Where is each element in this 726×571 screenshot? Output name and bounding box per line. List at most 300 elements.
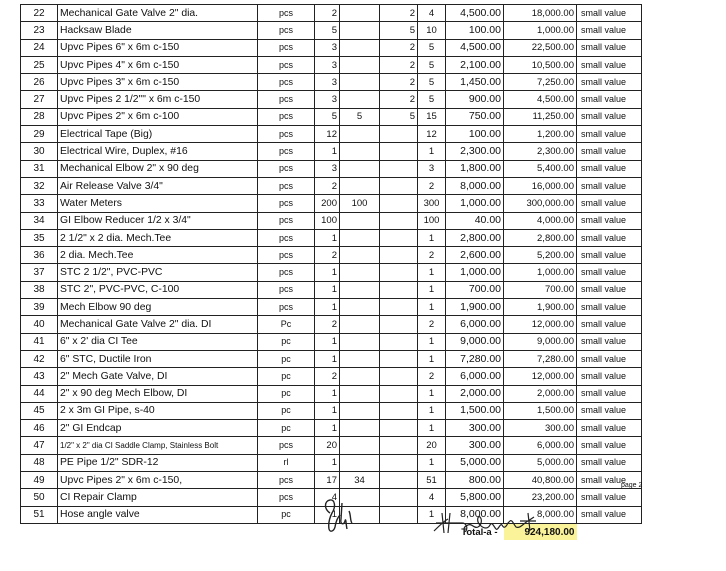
item-total: 12,000.00	[504, 316, 577, 333]
item-qty-b: 5	[340, 108, 380, 125]
item-total: 1,900.00	[504, 299, 577, 316]
item-unit-price: 800.00	[446, 472, 504, 489]
item-unit: pcs	[258, 39, 315, 56]
item-qty-a: 1	[315, 350, 340, 367]
item-unit-price: 8,000.00	[446, 506, 504, 523]
item-remark: small value	[577, 316, 642, 333]
item-qty-c	[380, 506, 418, 523]
item-remark: small value	[577, 454, 642, 471]
item-unit-price: 2,600.00	[446, 247, 504, 264]
item-unit-price: 6,000.00	[446, 316, 504, 333]
item-number: 41	[21, 333, 58, 350]
total-value: 924,180.00	[504, 523, 577, 540]
item-total: 7,280.00	[504, 350, 577, 367]
item-total: 5,200.00	[504, 247, 577, 264]
item-qty-b: 34	[340, 472, 380, 489]
item-number: 25	[21, 56, 58, 73]
item-qty-b	[340, 74, 380, 91]
item-qty-b	[340, 437, 380, 454]
item-qty-b	[340, 454, 380, 471]
item-qty-total: 1	[418, 333, 446, 350]
item-total: 2,300.00	[504, 143, 577, 160]
table-row	[21, 281, 697, 298]
item-unit: pcs	[258, 22, 315, 39]
item-remark: small value	[577, 229, 642, 246]
item-qty-c	[380, 264, 418, 281]
item-unit-price: 1,800.00	[446, 160, 504, 177]
item-remark: small value	[577, 91, 642, 108]
item-total: 5,400.00	[504, 160, 577, 177]
item-qty-total: 5	[418, 74, 446, 91]
table-row	[21, 385, 697, 402]
item-number: 46	[21, 420, 58, 437]
item-qty-c	[380, 368, 418, 385]
item-qty-a: 1	[315, 402, 340, 419]
item-qty-a: 3	[315, 39, 340, 56]
item-qty-b	[340, 91, 380, 108]
item-remark: small value	[577, 74, 642, 91]
item-unit-price: 1,000.00	[446, 264, 504, 281]
item-qty-a: 100	[315, 212, 340, 229]
item-total: 300,000.00	[504, 195, 577, 212]
item-unit: pcs	[258, 281, 315, 298]
item-unit-price: 1,900.00	[446, 299, 504, 316]
item-remark: small value	[577, 177, 642, 194]
item-remark: small value	[577, 281, 642, 298]
table-row	[21, 454, 697, 471]
table-row	[21, 402, 697, 419]
item-unit-price: 9,000.00	[446, 333, 504, 350]
item-qty-a: 2	[315, 5, 340, 22]
item-number: 29	[21, 126, 58, 143]
item-qty-a: 200	[315, 195, 340, 212]
table-row	[21, 177, 697, 194]
item-description: Mechanical Gate Valve 2" dia. DI	[58, 316, 258, 333]
item-qty-a: 1	[315, 281, 340, 298]
item-qty-b	[340, 160, 380, 177]
item-unit: rl	[258, 454, 315, 471]
table-row	[21, 368, 697, 385]
item-qty-a: 3	[315, 56, 340, 73]
table-row	[21, 264, 697, 281]
item-number: 36	[21, 247, 58, 264]
item-qty-a: 20	[315, 437, 340, 454]
item-number: 33	[21, 195, 58, 212]
item-unit-price: 1,500.00	[446, 402, 504, 419]
item-number: 47	[21, 437, 58, 454]
item-total: 7,250.00	[504, 74, 577, 91]
item-number: 45	[21, 402, 58, 419]
item-total: 700.00	[504, 281, 577, 298]
item-remark: small value	[577, 39, 642, 56]
item-description: Upvc Pipes 2" x 6m c-150,	[58, 472, 258, 489]
item-qty-c	[380, 420, 418, 437]
table-row	[21, 212, 697, 229]
item-total: 300.00	[504, 420, 577, 437]
item-qty-total: 2	[418, 247, 446, 264]
item-unit: pcs	[258, 160, 315, 177]
total-blank	[577, 523, 697, 540]
item-total: 4,000.00	[504, 212, 577, 229]
item-total: 40,800.00	[504, 472, 577, 489]
item-description: Water Meters	[58, 195, 258, 212]
item-qty-a: 1	[315, 264, 340, 281]
item-qty-total: 12	[418, 126, 446, 143]
item-description: 2 dia. Mech.Tee	[58, 247, 258, 264]
item-unit-price: 2,800.00	[446, 229, 504, 246]
item-number: 43	[21, 368, 58, 385]
item-description: Electrical Wire, Duplex, #16	[58, 143, 258, 160]
item-remark: small value	[577, 385, 642, 402]
item-qty-total: 1	[418, 281, 446, 298]
item-qty-total: 20	[418, 437, 446, 454]
item-total: 1,200.00	[504, 126, 577, 143]
item-description: GI Elbow Reducer 1/2 x 3/4"	[58, 212, 258, 229]
item-unit-price: 5,800.00	[446, 489, 504, 506]
item-remark: small value	[577, 333, 642, 350]
item-description: Hacksaw Blade	[58, 22, 258, 39]
item-description: 1/2" x 2" dia CI Saddle Clamp, Stainless Bolt	[58, 437, 258, 454]
table-row	[21, 420, 697, 437]
item-qty-b	[340, 299, 380, 316]
item-number: 26	[21, 74, 58, 91]
item-total: 1,000.00	[504, 264, 577, 281]
item-qty-total: 4	[418, 5, 446, 22]
item-qty-a: 1	[315, 299, 340, 316]
item-remark: small value	[577, 22, 642, 39]
item-qty-total: 1	[418, 143, 446, 160]
item-unit: pc	[258, 333, 315, 350]
item-qty-a: 1	[315, 143, 340, 160]
item-unit-price: 5,000.00	[446, 454, 504, 471]
item-qty-b	[340, 420, 380, 437]
item-qty-total: 1	[418, 350, 446, 367]
item-total: 8,000.00	[504, 506, 577, 523]
table-row	[21, 350, 697, 367]
item-description: Upvc Pipes 4" x 6m c-150	[58, 56, 258, 73]
item-qty-c	[380, 472, 418, 489]
item-unit: pc	[258, 385, 315, 402]
item-unit: pcs	[258, 177, 315, 194]
item-qty-total: 1	[418, 264, 446, 281]
table-row	[21, 143, 697, 160]
item-qty-c: 5	[380, 108, 418, 125]
item-unit-price: 8,000.00	[446, 177, 504, 194]
total-label: Total-a -	[461, 526, 498, 538]
item-qty-a: 2	[315, 177, 340, 194]
item-remark: small value	[577, 108, 642, 125]
item-qty-b	[340, 143, 380, 160]
item-qty-b	[340, 56, 380, 73]
item-total: 10,500.00	[504, 56, 577, 73]
item-unit-price: 4,500.00	[446, 5, 504, 22]
item-total: 1,000.00	[504, 22, 577, 39]
item-unit: pcs	[258, 212, 315, 229]
item-unit-price: 700.00	[446, 281, 504, 298]
item-remark: small value	[577, 472, 642, 489]
item-total: 4,500.00	[504, 91, 577, 108]
item-qty-total: 1	[418, 402, 446, 419]
item-description: 2" Mech Gate Valve, DI	[58, 368, 258, 385]
item-qty-b	[340, 39, 380, 56]
item-qty-a: 2	[315, 368, 340, 385]
item-number: 37	[21, 264, 58, 281]
item-remark: small value	[577, 489, 642, 506]
item-qty-total: 1	[418, 420, 446, 437]
item-description: Mechanical Gate Valve 2" dia.	[58, 5, 258, 22]
item-unit: pc	[258, 368, 315, 385]
item-unit: pcs	[258, 489, 315, 506]
item-total: 16,000.00	[504, 177, 577, 194]
item-unit-price: 1,000.00	[446, 195, 504, 212]
item-total: 18,000.00	[504, 5, 577, 22]
item-unit-price: 6,000.00	[446, 368, 504, 385]
item-description: 2 x 3m GI Pipe, s-40	[58, 402, 258, 419]
item-qty-c	[380, 385, 418, 402]
item-number: 24	[21, 39, 58, 56]
item-unit: pcs	[258, 126, 315, 143]
item-qty-total: 5	[418, 56, 446, 73]
item-remark: small value	[577, 160, 642, 177]
item-qty-b	[340, 333, 380, 350]
item-qty-total: 1	[418, 385, 446, 402]
item-qty-a: 2	[315, 247, 340, 264]
item-qty-a: 3	[315, 91, 340, 108]
item-unit-price: 900.00	[446, 91, 504, 108]
table-row	[21, 160, 697, 177]
item-remark: small value	[577, 247, 642, 264]
table-row	[21, 39, 697, 56]
item-remark: small value	[577, 299, 642, 316]
item-qty-a: 5	[315, 22, 340, 39]
item-qty-total: 4	[418, 489, 446, 506]
item-number: 27	[21, 91, 58, 108]
item-number: 39	[21, 299, 58, 316]
item-qty-c: 5	[380, 22, 418, 39]
item-qty-total: 1	[418, 299, 446, 316]
item-remark: small value	[577, 264, 642, 281]
item-qty-c	[380, 126, 418, 143]
item-qty-c: 2	[380, 39, 418, 56]
item-qty-total: 1	[418, 229, 446, 246]
item-remark: small value	[577, 368, 642, 385]
item-qty-b	[340, 126, 380, 143]
item-unit: pcs	[258, 56, 315, 73]
item-qty-a: 3	[315, 74, 340, 91]
item-number: 40	[21, 316, 58, 333]
item-unit: pc	[258, 420, 315, 437]
item-qty-a: 1	[315, 506, 340, 523]
item-qty-b	[340, 281, 380, 298]
item-qty-a: 1	[315, 229, 340, 246]
item-qty-c: 2	[380, 74, 418, 91]
table-row	[21, 91, 697, 108]
item-remark: small value	[577, 437, 642, 454]
item-number: 48	[21, 454, 58, 471]
item-qty-c	[380, 402, 418, 419]
item-number: 32	[21, 177, 58, 194]
table-row	[21, 247, 697, 264]
item-qty-total: 100	[418, 212, 446, 229]
item-unit: pc	[258, 402, 315, 419]
item-number: 22	[21, 5, 58, 22]
item-number: 23	[21, 22, 58, 39]
item-unit: pcs	[258, 74, 315, 91]
item-qty-total: 2	[418, 316, 446, 333]
item-description: Mech Elbow 90 deg	[58, 299, 258, 316]
item-total: 12,000.00	[504, 368, 577, 385]
item-description: 6" x 2' dia CI Tee	[58, 333, 258, 350]
item-unit: pcs	[258, 91, 315, 108]
item-qty-c	[380, 350, 418, 367]
item-unit: pcs	[258, 5, 315, 22]
item-qty-total: 51	[418, 472, 446, 489]
item-remark: small value	[577, 212, 642, 229]
item-unit: pc	[258, 350, 315, 367]
item-qty-c	[380, 281, 418, 298]
item-qty-c	[380, 160, 418, 177]
items-sheet	[20, 4, 696, 540]
item-qty-total: 15	[418, 108, 446, 125]
item-qty-b	[340, 316, 380, 333]
item-total: 6,000.00	[504, 437, 577, 454]
item-unit: pcs	[258, 143, 315, 160]
item-qty-a: 3	[315, 160, 340, 177]
item-unit-price: 1,450.00	[446, 74, 504, 91]
item-qty-b	[340, 22, 380, 39]
item-qty-a: 1	[315, 333, 340, 350]
item-qty-total: 2	[418, 368, 446, 385]
item-description: Electrical Tape (Big)	[58, 126, 258, 143]
item-unit-price: 100.00	[446, 126, 504, 143]
table-row	[21, 195, 697, 212]
item-unit-price: 2,100.00	[446, 56, 504, 73]
item-total: 9,000.00	[504, 333, 577, 350]
item-remark: small value	[577, 420, 642, 437]
item-unit: pcs	[258, 299, 315, 316]
item-unit-price: 40.00	[446, 212, 504, 229]
item-description: Air Release Valve 3/4"	[58, 177, 258, 194]
item-qty-total: 300	[418, 195, 446, 212]
table-row	[21, 74, 697, 91]
item-qty-c	[380, 143, 418, 160]
item-qty-b	[340, 177, 380, 194]
item-unit-price: 2,000.00	[446, 385, 504, 402]
item-qty-c	[380, 229, 418, 246]
item-qty-c	[380, 195, 418, 212]
item-remark: small value	[577, 143, 642, 160]
item-total: 1,500.00	[504, 402, 577, 419]
item-qty-b	[340, 229, 380, 246]
item-qty-a: 1	[315, 454, 340, 471]
table-row	[21, 5, 697, 22]
item-description: 2 1/2" x 2 dia. Mech.Tee	[58, 229, 258, 246]
item-qty-total: 2	[418, 177, 446, 194]
item-description: 2" x 90 deg Mech Elbow, DI	[58, 385, 258, 402]
item-description: Upvc Pipes 2" x 6m c-100	[58, 108, 258, 125]
right-signature	[432, 507, 542, 537]
item-qty-c	[380, 333, 418, 350]
item-qty-c	[380, 454, 418, 471]
item-number: 35	[21, 229, 58, 246]
item-unit-price: 7,280.00	[446, 350, 504, 367]
item-number: 42	[21, 350, 58, 367]
item-qty-c: 2	[380, 56, 418, 73]
item-description: PE Pipe 1/2" SDR-12	[58, 454, 258, 471]
item-qty-total: 3	[418, 160, 446, 177]
item-qty-a: 1	[315, 420, 340, 437]
item-unit-price: 300.00	[446, 420, 504, 437]
item-qty-b	[340, 385, 380, 402]
item-description: 6" STC, Ductile Iron	[58, 350, 258, 367]
item-unit: pcs	[258, 229, 315, 246]
item-qty-b	[340, 212, 380, 229]
table-row	[21, 316, 697, 333]
item-total: 22,500.00	[504, 39, 577, 56]
item-unit: pc	[258, 506, 315, 523]
item-qty-a: 1	[315, 385, 340, 402]
item-description: STC 2", PVC-PVC, C-100	[58, 281, 258, 298]
item-qty-a: 2	[315, 316, 340, 333]
item-remark: small value	[577, 5, 642, 22]
table-row	[21, 108, 697, 125]
item-qty-a: 17	[315, 472, 340, 489]
item-remark: small value	[577, 56, 642, 73]
item-unit: pcs	[258, 437, 315, 454]
item-description: CI Repair Clamp	[58, 489, 258, 506]
item-number: 44	[21, 385, 58, 402]
item-unit: Pc	[258, 316, 315, 333]
table-row	[21, 229, 697, 246]
item-unit-price: 300.00	[446, 437, 504, 454]
item-qty-c: 2	[380, 5, 418, 22]
item-remark: small value	[577, 402, 642, 419]
page-label: page 2	[621, 482, 643, 489]
item-qty-c	[380, 299, 418, 316]
item-remark: small value	[577, 126, 642, 143]
item-qty-b	[340, 247, 380, 264]
item-qty-b	[340, 264, 380, 281]
item-unit: pcs	[258, 472, 315, 489]
item-qty-c	[380, 489, 418, 506]
item-remark: small value	[577, 506, 642, 523]
item-total: 2,000.00	[504, 385, 577, 402]
item-total: 2,800.00	[504, 229, 577, 246]
item-unit-price: 4,500.00	[446, 39, 504, 56]
table-row	[21, 437, 697, 454]
table-row	[21, 56, 697, 73]
table-row	[21, 299, 697, 316]
item-qty-c	[380, 316, 418, 333]
item-description: STC 2 1/2", PVC-PVC	[58, 264, 258, 281]
item-unit-price: 2,300.00	[446, 143, 504, 160]
item-number: 34	[21, 212, 58, 229]
item-qty-total: 1	[418, 506, 446, 523]
item-description: Upvc Pipes 6" x 6m c-150	[58, 39, 258, 56]
item-qty-c	[380, 177, 418, 194]
item-qty-c	[380, 437, 418, 454]
table-row	[21, 472, 697, 489]
item-qty-total: 5	[418, 39, 446, 56]
item-unit: pcs	[258, 264, 315, 281]
item-qty-b: 100	[340, 195, 380, 212]
item-description: Upvc Pipes 3" x 6m c-150	[58, 74, 258, 91]
item-total: 11,250.00	[504, 108, 577, 125]
item-qty-a: 4	[315, 489, 340, 506]
item-description: Hose angle valve	[58, 506, 258, 523]
item-unit-price: 100.00	[446, 22, 504, 39]
items-table	[20, 4, 697, 540]
